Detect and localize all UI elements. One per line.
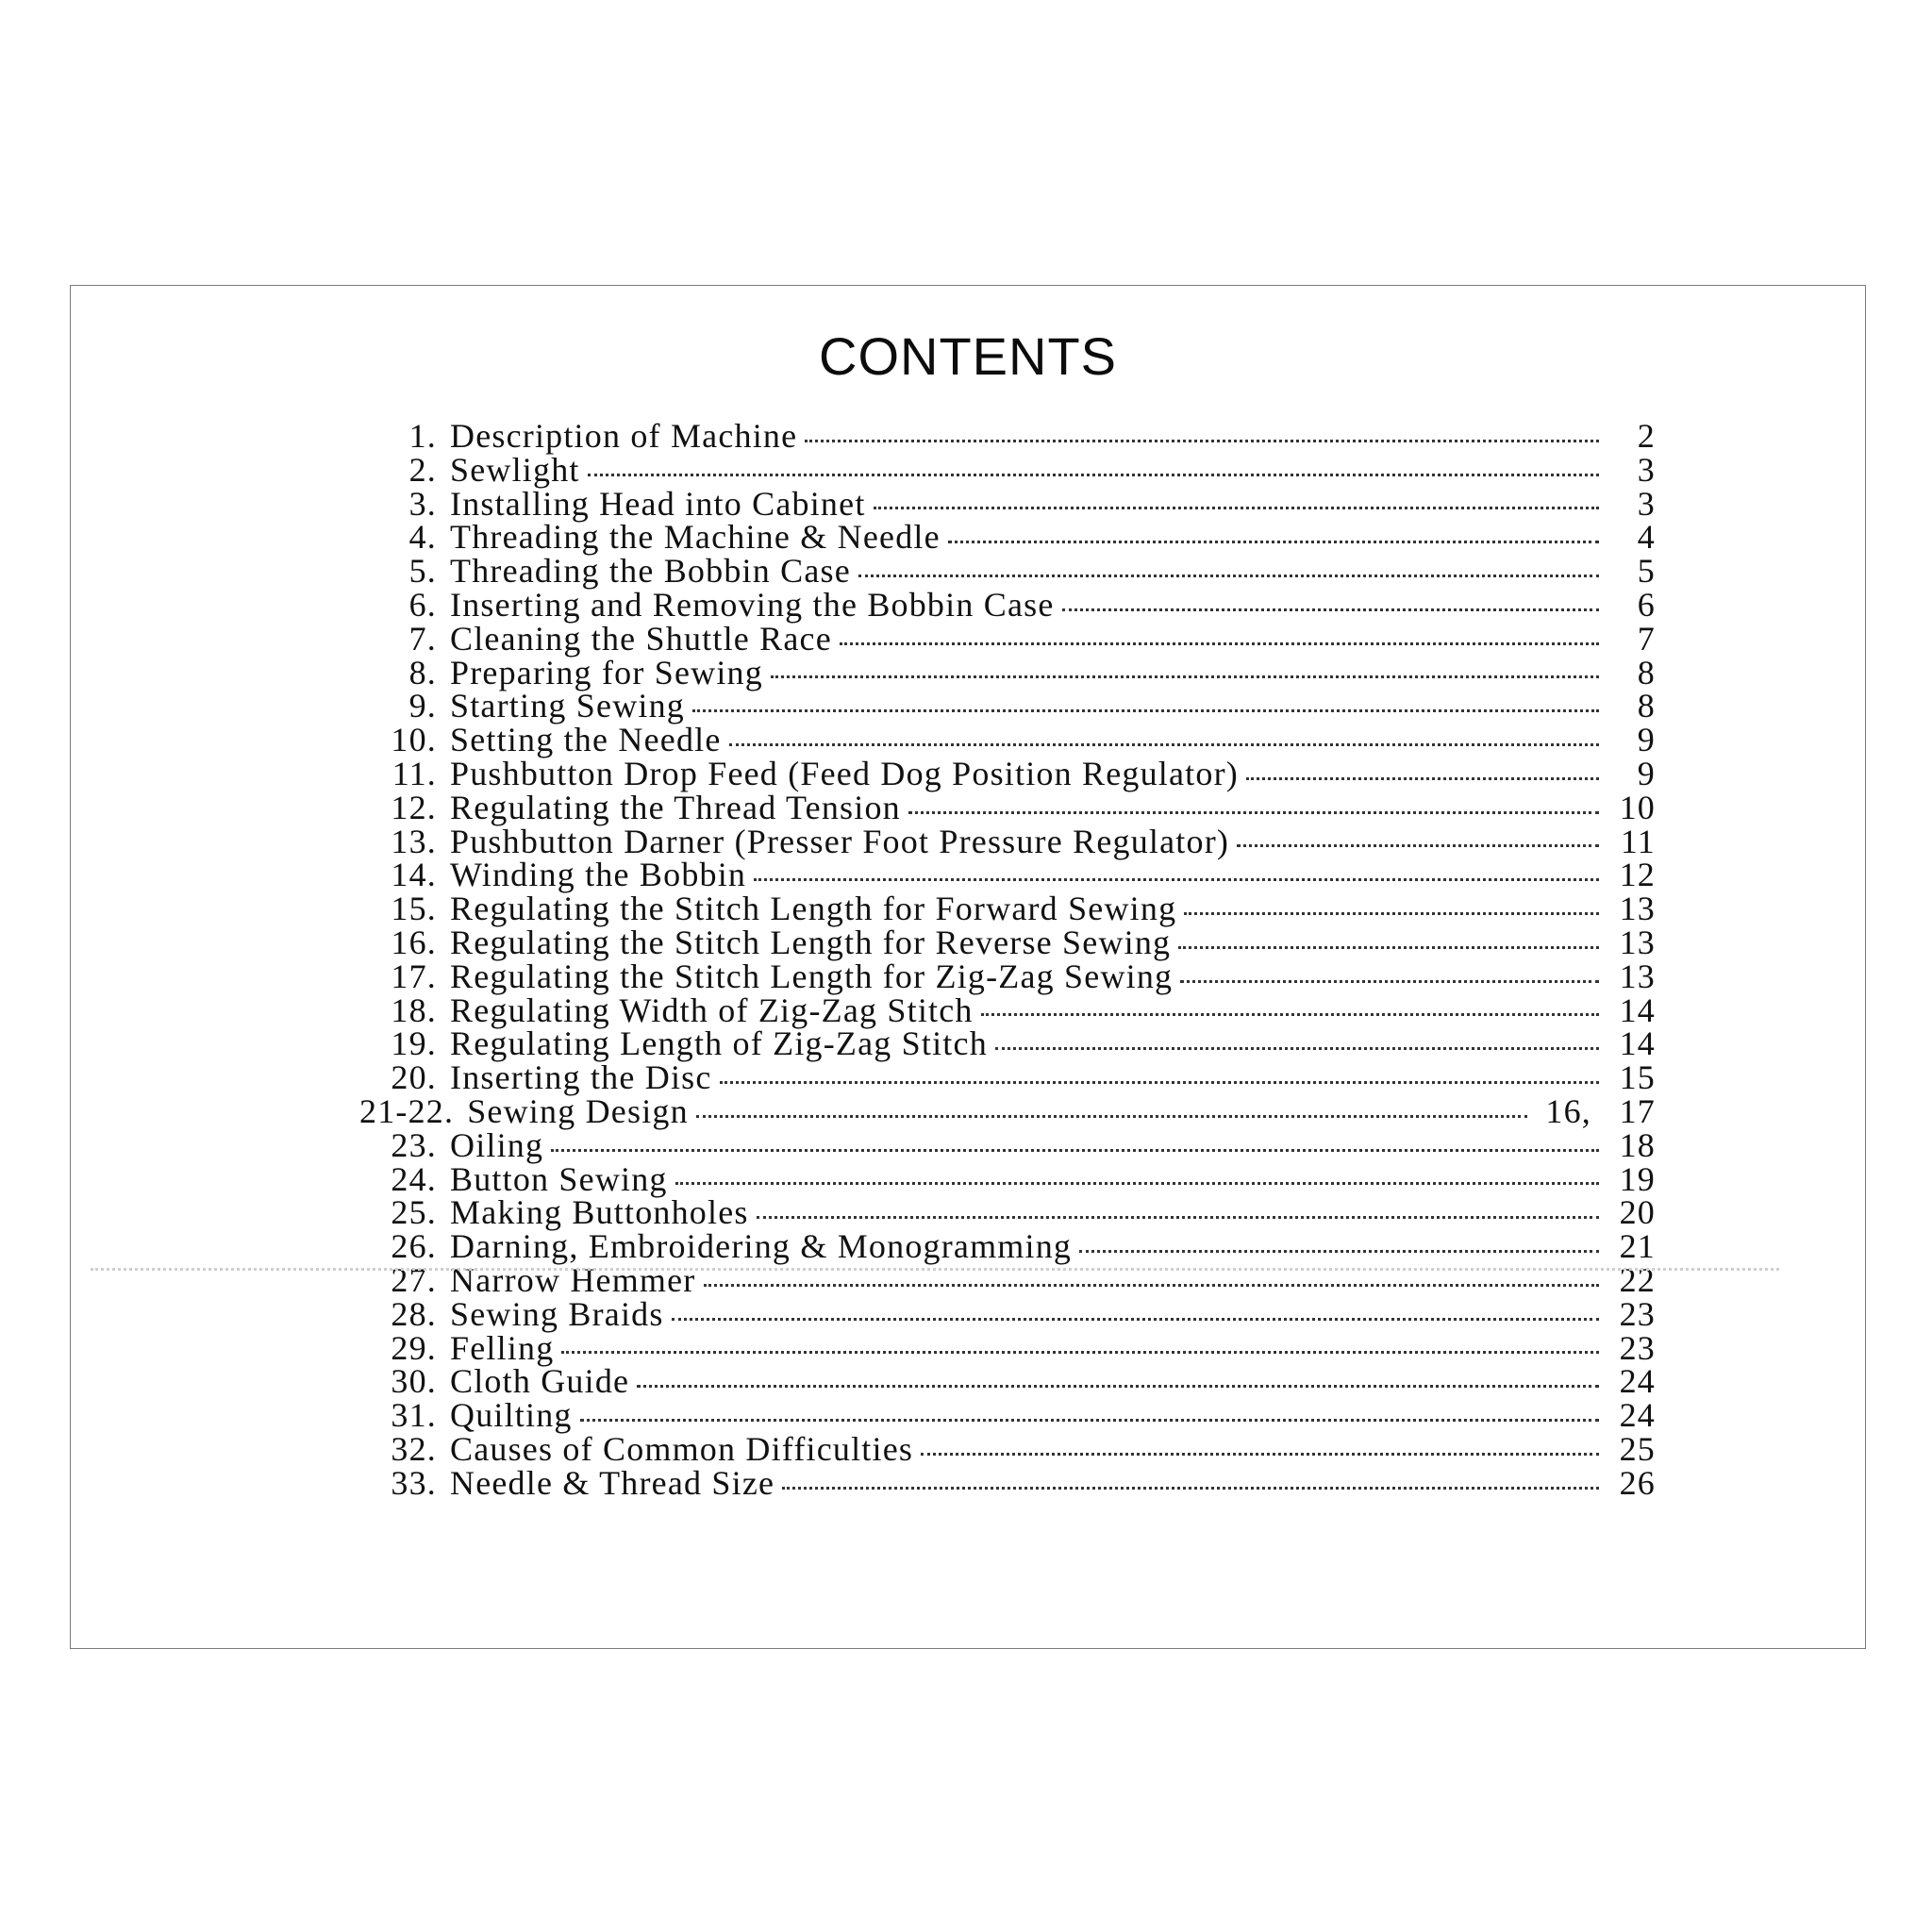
toc-entry	[359, 923, 1656, 961]
toc-entry-page: 14	[1619, 991, 1656, 1029]
toc-entry-title: Button Sewing	[450, 1159, 668, 1198]
toc-entry-title: Causes of Common Difficulties	[450, 1429, 914, 1468]
toc-entry-number: 15.	[391, 890, 437, 928]
dot-leader	[840, 642, 1599, 645]
toc-entry-number: 20.	[391, 1058, 437, 1097]
toc-entry-page: 25	[1619, 1429, 1656, 1468]
dot-leader	[551, 1149, 1599, 1152]
toc-entry-number: 19.	[391, 1024, 437, 1063]
dot-leader	[675, 1182, 1599, 1185]
toc-entry	[359, 1192, 1656, 1232]
toc-entry-page: 6	[1637, 585, 1656, 624]
toc-entry-title: Description of Machine	[450, 417, 798, 455]
toc-entry	[359, 720, 1656, 759]
dot-leader	[757, 1216, 1599, 1219]
toc-entry-number: 30.	[391, 1362, 437, 1401]
toc-entry-page: 12	[1619, 856, 1656, 894]
toc-entry	[359, 1395, 1656, 1435]
toc-entry-page: 3	[1637, 450, 1656, 489]
toc-entry-page: 23	[1619, 1328, 1656, 1367]
dot-leader	[948, 541, 1599, 543]
toc-entry	[359, 1159, 1656, 1198]
toc-entry-page: 7	[1637, 619, 1656, 658]
toc-entry-number: 27.	[391, 1260, 437, 1299]
toc-entry-page: 13	[1619, 923, 1656, 961]
dot-leader	[1079, 1250, 1599, 1253]
toc-entry-number: 16.	[391, 923, 437, 961]
toc-entry-number: 28.	[391, 1294, 437, 1333]
toc-entry	[359, 822, 1656, 860]
toc-entry-title: Felling	[450, 1328, 555, 1367]
toc-entry-title: Cleaning the Shuttle Race	[450, 619, 832, 658]
page-title: CONTENTS	[819, 326, 1117, 386]
toc-entry	[359, 517, 1656, 557]
toc-entry-number: 29.	[391, 1328, 437, 1367]
table-of-contents	[359, 416, 1656, 1502]
dot-leader	[981, 1013, 1599, 1016]
toc-entry-page: 26	[1619, 1463, 1656, 1502]
toc-entry-number: 18.	[391, 991, 437, 1029]
toc-entry-page: 24	[1619, 1396, 1656, 1435]
dot-leader	[771, 675, 1599, 678]
toc-entry-title: Pushbutton Darner (Presser Foot Pressure Regulator)	[450, 822, 1230, 860]
toc-entry-number: 10.	[391, 721, 437, 759]
toc-entry-title: Inserting and Removing the Bobbin Case	[450, 585, 1055, 624]
toc-entry-title: Preparing for Sewing	[450, 653, 763, 691]
dot-leader	[908, 811, 1599, 814]
toc-entry-page: 4	[1637, 518, 1656, 557]
dot-leader	[588, 474, 1599, 476]
toc-entry	[359, 1463, 1656, 1502]
toc-entry-number: 32.	[391, 1429, 437, 1468]
toc-entry-number: 1.	[408, 417, 437, 455]
toc-entry-title: Cloth Guide	[450, 1362, 630, 1401]
dot-leader	[1062, 608, 1599, 611]
dot-leader	[1184, 912, 1599, 915]
toc-entry-page: 18	[1619, 1125, 1656, 1164]
dot-leader	[874, 507, 1599, 509]
toc-entry	[359, 585, 1656, 624]
toc-entry-title: Sewlight	[450, 450, 580, 489]
dot-leader	[637, 1385, 1599, 1388]
toc-entry	[359, 1091, 1656, 1130]
contents-page	[70, 285, 1866, 1649]
dot-leader	[704, 1284, 1600, 1287]
toc-entry-title: Regulating Length of Zig-Zag Stitch	[450, 1024, 988, 1063]
dot-leader	[729, 743, 1599, 746]
toc-entry-page: 9	[1637, 754, 1656, 792]
toc-entry-page: 8	[1637, 653, 1656, 691]
toc-entry-title: Making Buttonholes	[450, 1193, 749, 1232]
toc-entry-title: Quilting	[450, 1396, 573, 1435]
dot-leader	[782, 1487, 1599, 1490]
toc-entry	[359, 484, 1656, 523]
dot-leader	[1180, 980, 1599, 983]
toc-entry-title: Setting the Needle	[450, 721, 722, 759]
toc-entry-number: 13.	[391, 822, 437, 860]
toc-entry-number: 33.	[391, 1463, 437, 1502]
toc-entry-number: 12.	[391, 788, 437, 826]
toc-entry-page: 14	[1619, 1024, 1656, 1063]
toc-entry	[359, 1058, 1656, 1097]
toc-entry-title: Starting Sewing	[450, 687, 685, 725]
dot-leader	[921, 1453, 1599, 1456]
dot-leader	[720, 1081, 1599, 1084]
toc-entry-page: 5	[1637, 552, 1656, 591]
toc-entry	[359, 450, 1656, 489]
toc-entry	[359, 1328, 1656, 1367]
toc-entry-page: 13	[1619, 957, 1656, 995]
toc-entry-page: 9	[1637, 721, 1656, 759]
toc-entry	[359, 551, 1656, 591]
toc-entry	[359, 1024, 1656, 1063]
toc-entry-page: 2	[1637, 417, 1656, 455]
toc-entry	[359, 1361, 1656, 1401]
toc-entry-page: 20	[1619, 1193, 1656, 1232]
toc-entry-number: 24.	[391, 1159, 437, 1198]
toc-entry-number: 17.	[391, 957, 437, 995]
toc-entry-page: 17	[1619, 1091, 1656, 1130]
toc-entry-number: 11.	[391, 754, 437, 792]
dot-leader	[561, 1351, 1599, 1354]
toc-entry-title: Regulating Width of Zig-Zag Stitch	[450, 991, 974, 1029]
toc-entry-page: 3	[1637, 484, 1656, 523]
toc-entry-number: 5.	[408, 552, 437, 591]
toc-entry-number: 14.	[391, 856, 437, 894]
toc-entry-number: 6.	[408, 585, 437, 624]
dot-leader	[1178, 946, 1599, 949]
toc-entry-number: 23.	[391, 1125, 437, 1164]
toc-entry-page: 10	[1619, 788, 1656, 826]
toc-entry-title: Sewing Design	[467, 1091, 689, 1130]
toc-entry-title: Threading the Machine & Needle	[450, 518, 941, 557]
toc-entry-page: 22	[1619, 1260, 1656, 1299]
toc-entry-page: 23	[1619, 1294, 1656, 1333]
dot-leader	[580, 1419, 1599, 1422]
toc-entry	[359, 416, 1656, 455]
toc-entry-title: Winding the Bobbin	[450, 856, 747, 894]
toc-entry	[359, 889, 1656, 928]
toc-entry-number: 21-22.	[359, 1091, 455, 1130]
toc-entry-number: 3.	[408, 484, 437, 523]
toc-entry	[359, 1226, 1656, 1266]
toc-entry-title: Threading the Bobbin Case	[450, 552, 851, 591]
toc-entry-number: 31.	[391, 1396, 437, 1435]
toc-entry-title: Regulating the Stitch Length for Zig-Zag Sewing	[450, 957, 1174, 995]
toc-entry-page: 13	[1619, 890, 1656, 928]
toc-entry-page-first: 16,	[1545, 1091, 1591, 1130]
toc-entry-page: 8	[1637, 687, 1656, 725]
dot-leader	[1246, 777, 1599, 780]
toc-entry	[359, 1294, 1656, 1333]
dot-leader	[692, 709, 1599, 712]
toc-entry-page: 11	[1620, 822, 1656, 860]
toc-entry-page: 24	[1619, 1362, 1656, 1401]
toc-entry-title: Pushbutton Drop Feed (Feed Dog Position Regulator)	[450, 754, 1239, 792]
scan-noise-line	[91, 1268, 1779, 1271]
dot-leader	[805, 440, 1599, 442]
toc-entry	[359, 754, 1656, 792]
toc-entry-title: Darning, Embroidering & Monogramming	[450, 1227, 1073, 1266]
dot-leader	[1237, 844, 1599, 847]
toc-entry	[359, 957, 1656, 995]
toc-entry-page: 15	[1619, 1058, 1656, 1097]
toc-entry	[359, 686, 1656, 725]
dot-leader	[672, 1318, 1599, 1321]
toc-entry-number: 8.	[408, 653, 437, 691]
toc-entry-number: 9.	[408, 687, 437, 725]
toc-entry-page: 21	[1619, 1227, 1656, 1266]
toc-entry-title: Inserting the Disc	[450, 1058, 712, 1097]
toc-entry-title: Oiling	[450, 1125, 544, 1164]
toc-entry-title: Narrow Hemmer	[450, 1260, 696, 1299]
toc-entry	[359, 1429, 1656, 1468]
toc-entry-title: Installing Head into Cabinet	[450, 484, 866, 523]
toc-entry-number: 4.	[408, 518, 437, 557]
dot-leader	[858, 575, 1599, 577]
toc-entry-title: Needle & Thread Size	[450, 1463, 775, 1502]
toc-entry-title: Regulating the Stitch Length for Reverse Sewing	[450, 923, 1172, 961]
toc-entry-number: 2.	[408, 450, 437, 489]
dot-leader	[995, 1047, 1599, 1050]
toc-entry-title: Sewing Braids	[450, 1294, 664, 1333]
toc-entry-title: Regulating the Thread Tension	[450, 788, 901, 826]
toc-entry-number: 7.	[408, 619, 437, 658]
toc-entry-number: 26.	[391, 1227, 437, 1266]
toc-entry-title: Regulating the Stitch Length for Forward Sewing	[450, 890, 1177, 928]
toc-entry-page: 19	[1619, 1159, 1656, 1198]
dot-leader	[696, 1115, 1527, 1118]
toc-entry	[359, 653, 1656, 691]
dot-leader	[754, 878, 1599, 881]
toc-entry-number: 25.	[391, 1193, 437, 1232]
